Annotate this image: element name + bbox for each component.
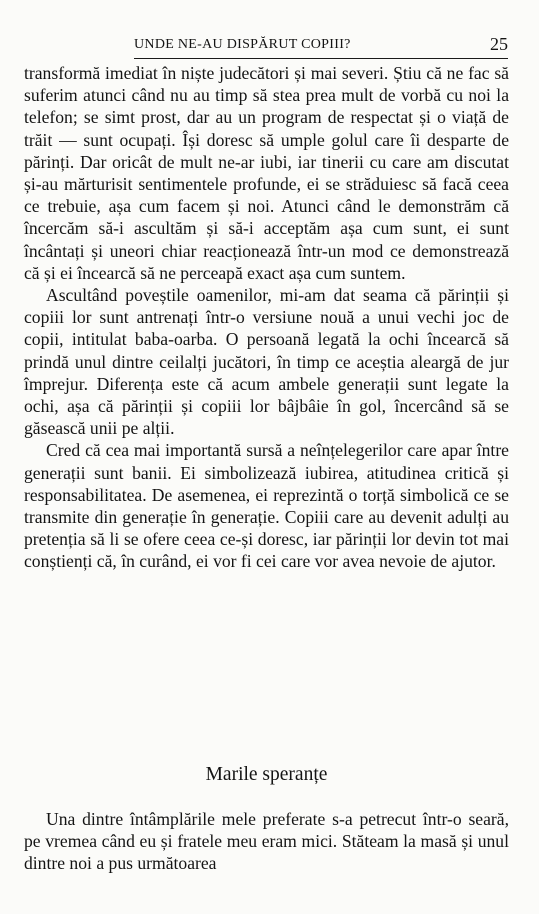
- page-number: 25: [490, 34, 508, 54]
- section-heading: Marile speranțe: [205, 764, 328, 785]
- paragraph-blind-mans-buff: Ascultând poveștile oamenilor, mi-am dat seama că părinții și copiii lor sunt antrenați într-o versiune nouă a unui vechi joc de copii, intitulat baba-oarba. O persoană legată la ochi încearcă să prindă unul dintre ceilalți jucători, în timp ce aceștia aleargă de jur împrejur. Diferența este că acum ambele generații sunt legate la ochi, așa că părinții și copiii lor bâjbâie în gol, încercând să se găsească unii pe alții.: [24, 285, 509, 439]
- paragraph-money: Cred că cea mai importantă sursă a neînțelegerilor care apar între generații sunt banii. Ei simbolizează iubirea, atitudinea critică și responsabilitatea. De asemenea, ei reprezintă o torță simbolică ce se transmite din generație în generație. Copiii care au devenit adulți au pretenția să li se ofere ceea ce-și doresc, iar părinții lor devin tot mai conștienți că, în curând, ei vor fi cei care vor avea nevoie de ajutor.: [24, 440, 509, 572]
- paragraph-section-start: Una dintre întâmplările mele preferate s-a petrecut într-o seară, pe vremea când eu și fratele meu eram mici. Stăteam la masă și unul dintre noi a pus următoarea: [24, 809, 509, 874]
- paragraph-continued: transformă imediat în niște judecători și mai severi. Știu că ne fac să suferim atunci când nu au timp să stea prea mult de vorbă cu noi la telefon; se simt prost, dar au un program de respectat și o viață de trăit — sunt ocupați. Își doresc să umple golul care îi desparte de părinți. Dar oricât de mult ne-ar iubi, iar tinerii cu care am discutat și-au mărturisit sentimentele profunde, ei se străduiesc să facă ceea ce trebuie, așa cum facem și noi. Atunci când le demonstrăm că încercăm să-i ascultăm și să-i acceptăm așa cum sunt, ei sunt încântați și uneori chiar reacționează într-un mod ce demonstrează că și ei încearcă să ne perceapă exact așa cum suntem.: [24, 63, 509, 283]
- section-body: [24, 808, 509, 875]
- body-text: [24, 62, 509, 573]
- running-title: UNDE NE-AU DISPĂRUT COPIII?: [134, 37, 351, 52]
- page-header: [134, 34, 508, 59]
